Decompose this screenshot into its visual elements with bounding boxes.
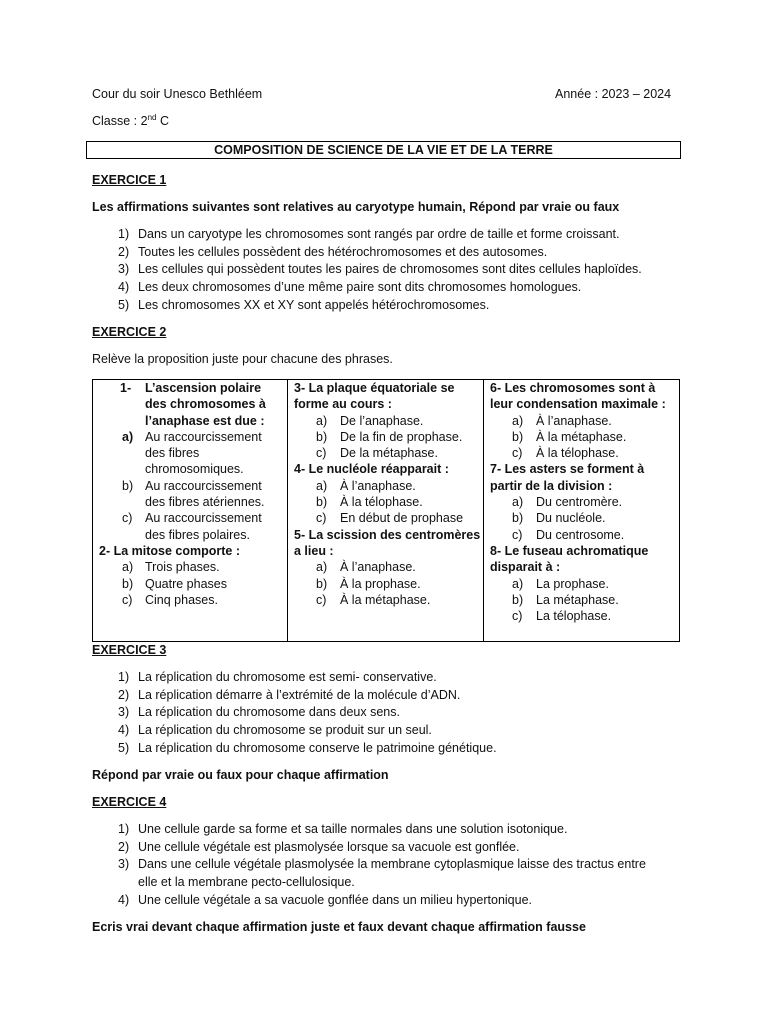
option-label: a) [316, 478, 328, 493]
question-text: forme au cours : [294, 397, 392, 412]
school-year: Année : 2023 – 2024 [555, 87, 672, 101]
exercise-2-table [92, 379, 680, 642]
class-prefix: Classe : 2 [92, 114, 148, 129]
option-text: À l’anaphase. [536, 413, 612, 428]
option-text: De l’anaphase. [340, 413, 424, 428]
option-text: Du centrosome. [536, 527, 625, 542]
option-text: À l’anaphase. [340, 560, 416, 575]
option-text: Cinq phases. [145, 592, 218, 607]
option-label: c) [512, 527, 523, 542]
option-text: Trois phases. [145, 560, 220, 575]
option-label: b) [122, 576, 134, 591]
option-text: Au raccourcissement [145, 429, 262, 444]
item-text: Toutes les cellules possèdent des hétérochromosomes et des autosomes. [138, 244, 548, 259]
option-text: À la métaphase. [536, 429, 627, 444]
item-number: 4) [118, 280, 130, 295]
question-text: 3- La plaque équatoriale se [294, 381, 455, 395]
item-number: 4) [118, 723, 130, 738]
item-text: Les chromosomes XX et XY sont appelés hétérochromosomes. [138, 297, 490, 312]
option-label: c) [512, 609, 523, 624]
item-number: 2) [118, 687, 130, 702]
option-label: a) [316, 413, 328, 428]
item-number: 2) [118, 244, 130, 259]
option-text: des fibres atériennes. [145, 495, 265, 510]
question-text: 8- Le fuseau achromatique [490, 543, 649, 558]
list-item [92, 244, 692, 262]
item-number: 5) [118, 740, 130, 755]
exercise-2-heading: EXERCICE 2 [92, 325, 167, 339]
list-item [92, 669, 692, 687]
question-text: 4- Le nucléole réapparait : [294, 462, 449, 477]
exercise-2-instruction: Relève la proposition juste pour chacune des phrases. [92, 352, 393, 366]
option-text: De la fin de prophase. [340, 429, 463, 444]
option-label: a) [122, 560, 134, 575]
item-number: 3) [118, 705, 130, 720]
item-text: Une cellule garde sa forme et sa taille normales dans une solution isotonique. [138, 822, 568, 836]
option-text: des fibres polaires. [145, 527, 250, 542]
question-number: 1- [120, 381, 132, 395]
option-label: a) [122, 429, 134, 444]
option-label: c) [316, 592, 327, 607]
option-label: b) [512, 429, 524, 444]
option-label: c) [122, 511, 133, 526]
exercise-3-list [92, 669, 692, 758]
list-item [92, 722, 692, 740]
question-text: L’ascension polaire [145, 381, 262, 395]
item-text: La réplication du chromosome est semi- conservative. [138, 670, 437, 684]
option-label: c) [512, 446, 523, 461]
list-item [92, 279, 692, 297]
document-title: COMPOSITION DE SCIENCE DE LA VIE ET DE LA TERRE [86, 141, 681, 159]
item-text: Une cellule végétale est plasmolysée lorsque sa vacuole est gonflée. [138, 839, 520, 854]
list-item [92, 740, 692, 758]
item-text: La réplication du chromosome conserve le patrimoine génétique. [138, 740, 497, 755]
list-item [92, 687, 692, 705]
item-number: 1) [118, 822, 130, 836]
table-column-2 [288, 380, 484, 642]
option-label: a) [512, 576, 524, 591]
list-item [92, 856, 692, 891]
list-item [92, 839, 692, 857]
question-text: leur condensation maximale : [490, 397, 666, 412]
item-text: Dans un caryotype les chromosomes sont rangés par ordre de taille et forme croissant. [138, 227, 620, 241]
option-text: La télophase. [536, 609, 612, 624]
option-text: Du centromère. [536, 495, 623, 510]
table-column-3 [484, 380, 680, 642]
item-text: La réplication du chromosome se produit sur un seul. [138, 723, 432, 738]
class-suffix: C [156, 114, 169, 129]
question-text: 5- La scission des centromères [294, 527, 481, 542]
exercise-4-instruction: Ecris vrai devant chaque affirmation juste et faux devant chaque affirmation fausse [92, 920, 586, 934]
option-label: a) [316, 560, 328, 575]
item-text-continuation: elle et la membrane pecto-cellulosique. [138, 875, 355, 890]
option-text: À la télophase. [340, 495, 423, 510]
class-superscript: nd [147, 113, 157, 122]
exercise-4-heading: EXERCICE 4 [92, 795, 167, 809]
option-text: À l’anaphase. [340, 478, 416, 493]
list-item [92, 821, 692, 839]
list-item [92, 704, 692, 722]
option-text: À la métaphase. [340, 592, 431, 607]
item-number: 3) [118, 857, 130, 872]
list-item [92, 261, 692, 279]
option-text: La métaphase. [536, 592, 619, 607]
option-text: Quatre phases [145, 576, 227, 591]
item-number: 4) [118, 892, 130, 907]
item-text: Les deux chromosomes d’une même paire sont dits chromosomes homologues. [138, 280, 582, 295]
option-text: De la métaphase. [340, 446, 438, 461]
question-text: des chromosomes à [145, 397, 266, 412]
option-label: c) [122, 592, 133, 607]
option-text: Du nucléole. [536, 511, 606, 526]
class-label [92, 113, 169, 128]
option-label: c) [316, 446, 327, 461]
option-label: b) [316, 495, 328, 510]
list-item [92, 297, 692, 315]
option-label: b) [316, 576, 328, 591]
option-label: a) [512, 413, 524, 428]
option-text: chromosomiques. [145, 462, 244, 477]
option-text: À la télophase. [536, 446, 619, 461]
item-text: Les cellules qui possèdent toutes les paires de chromosomes sont dites cellules haploïdes. [138, 262, 642, 277]
option-text: Au raccourcissement [145, 511, 262, 526]
option-label: b) [512, 592, 524, 607]
item-number: 5) [118, 297, 130, 312]
option-label: b) [512, 511, 524, 526]
exercise-1-instruction: Les affirmations suivantes sont relatives au caryotype humain, Répond par vraie ou faux [92, 200, 620, 214]
option-label: b) [122, 478, 134, 493]
exercise-3-instruction: Répond par vraie ou faux pour chaque affirmation [92, 768, 389, 782]
item-text: Une cellule végétale a sa vacuole gonflée dans un milieu hypertonique. [138, 892, 533, 907]
list-item [92, 226, 692, 244]
question-text: partir de la division : [490, 478, 613, 493]
option-text: des fibres [145, 446, 200, 461]
question-text: 7- Les asters se forment à [490, 462, 645, 477]
item-number: 1) [118, 227, 130, 241]
item-number: 2) [118, 839, 130, 854]
option-label: c) [316, 511, 327, 526]
option-text: En début de prophase [340, 511, 464, 526]
table-column-1 [93, 380, 288, 642]
question-text: 2- La mitose comporte : [99, 543, 240, 558]
question-text: l’anaphase est due : [145, 413, 265, 428]
exercise-1-list [92, 226, 692, 315]
question-text: disparait à : [490, 560, 561, 575]
exercise-4-list [92, 821, 692, 910]
item-text: La réplication du chromosome dans deux sens. [138, 705, 400, 720]
question-text: 6- Les chromosomes sont à [490, 381, 656, 395]
list-item [92, 892, 692, 910]
option-label: a) [512, 495, 524, 510]
option-text: À la prophase. [340, 576, 421, 591]
school-name: Cour du soir Unesco Bethléem [92, 87, 263, 101]
exercise-3-heading: EXERCICE 3 [92, 643, 167, 657]
option-text: Au raccourcissement [145, 478, 262, 493]
exercise-1-heading: EXERCICE 1 [92, 173, 167, 187]
question-text: a lieu : [294, 543, 334, 558]
option-text: La prophase. [536, 576, 609, 591]
item-number: 1) [118, 670, 130, 684]
item-text: La réplication démarre à l’extrémité de la molécule d’ADN. [138, 687, 461, 702]
item-number: 3) [118, 262, 130, 277]
item-text: Dans une cellule végétale plasmolysée la membrane cytoplasmique laisse des tractus entre [138, 857, 646, 872]
option-label: b) [316, 429, 328, 444]
